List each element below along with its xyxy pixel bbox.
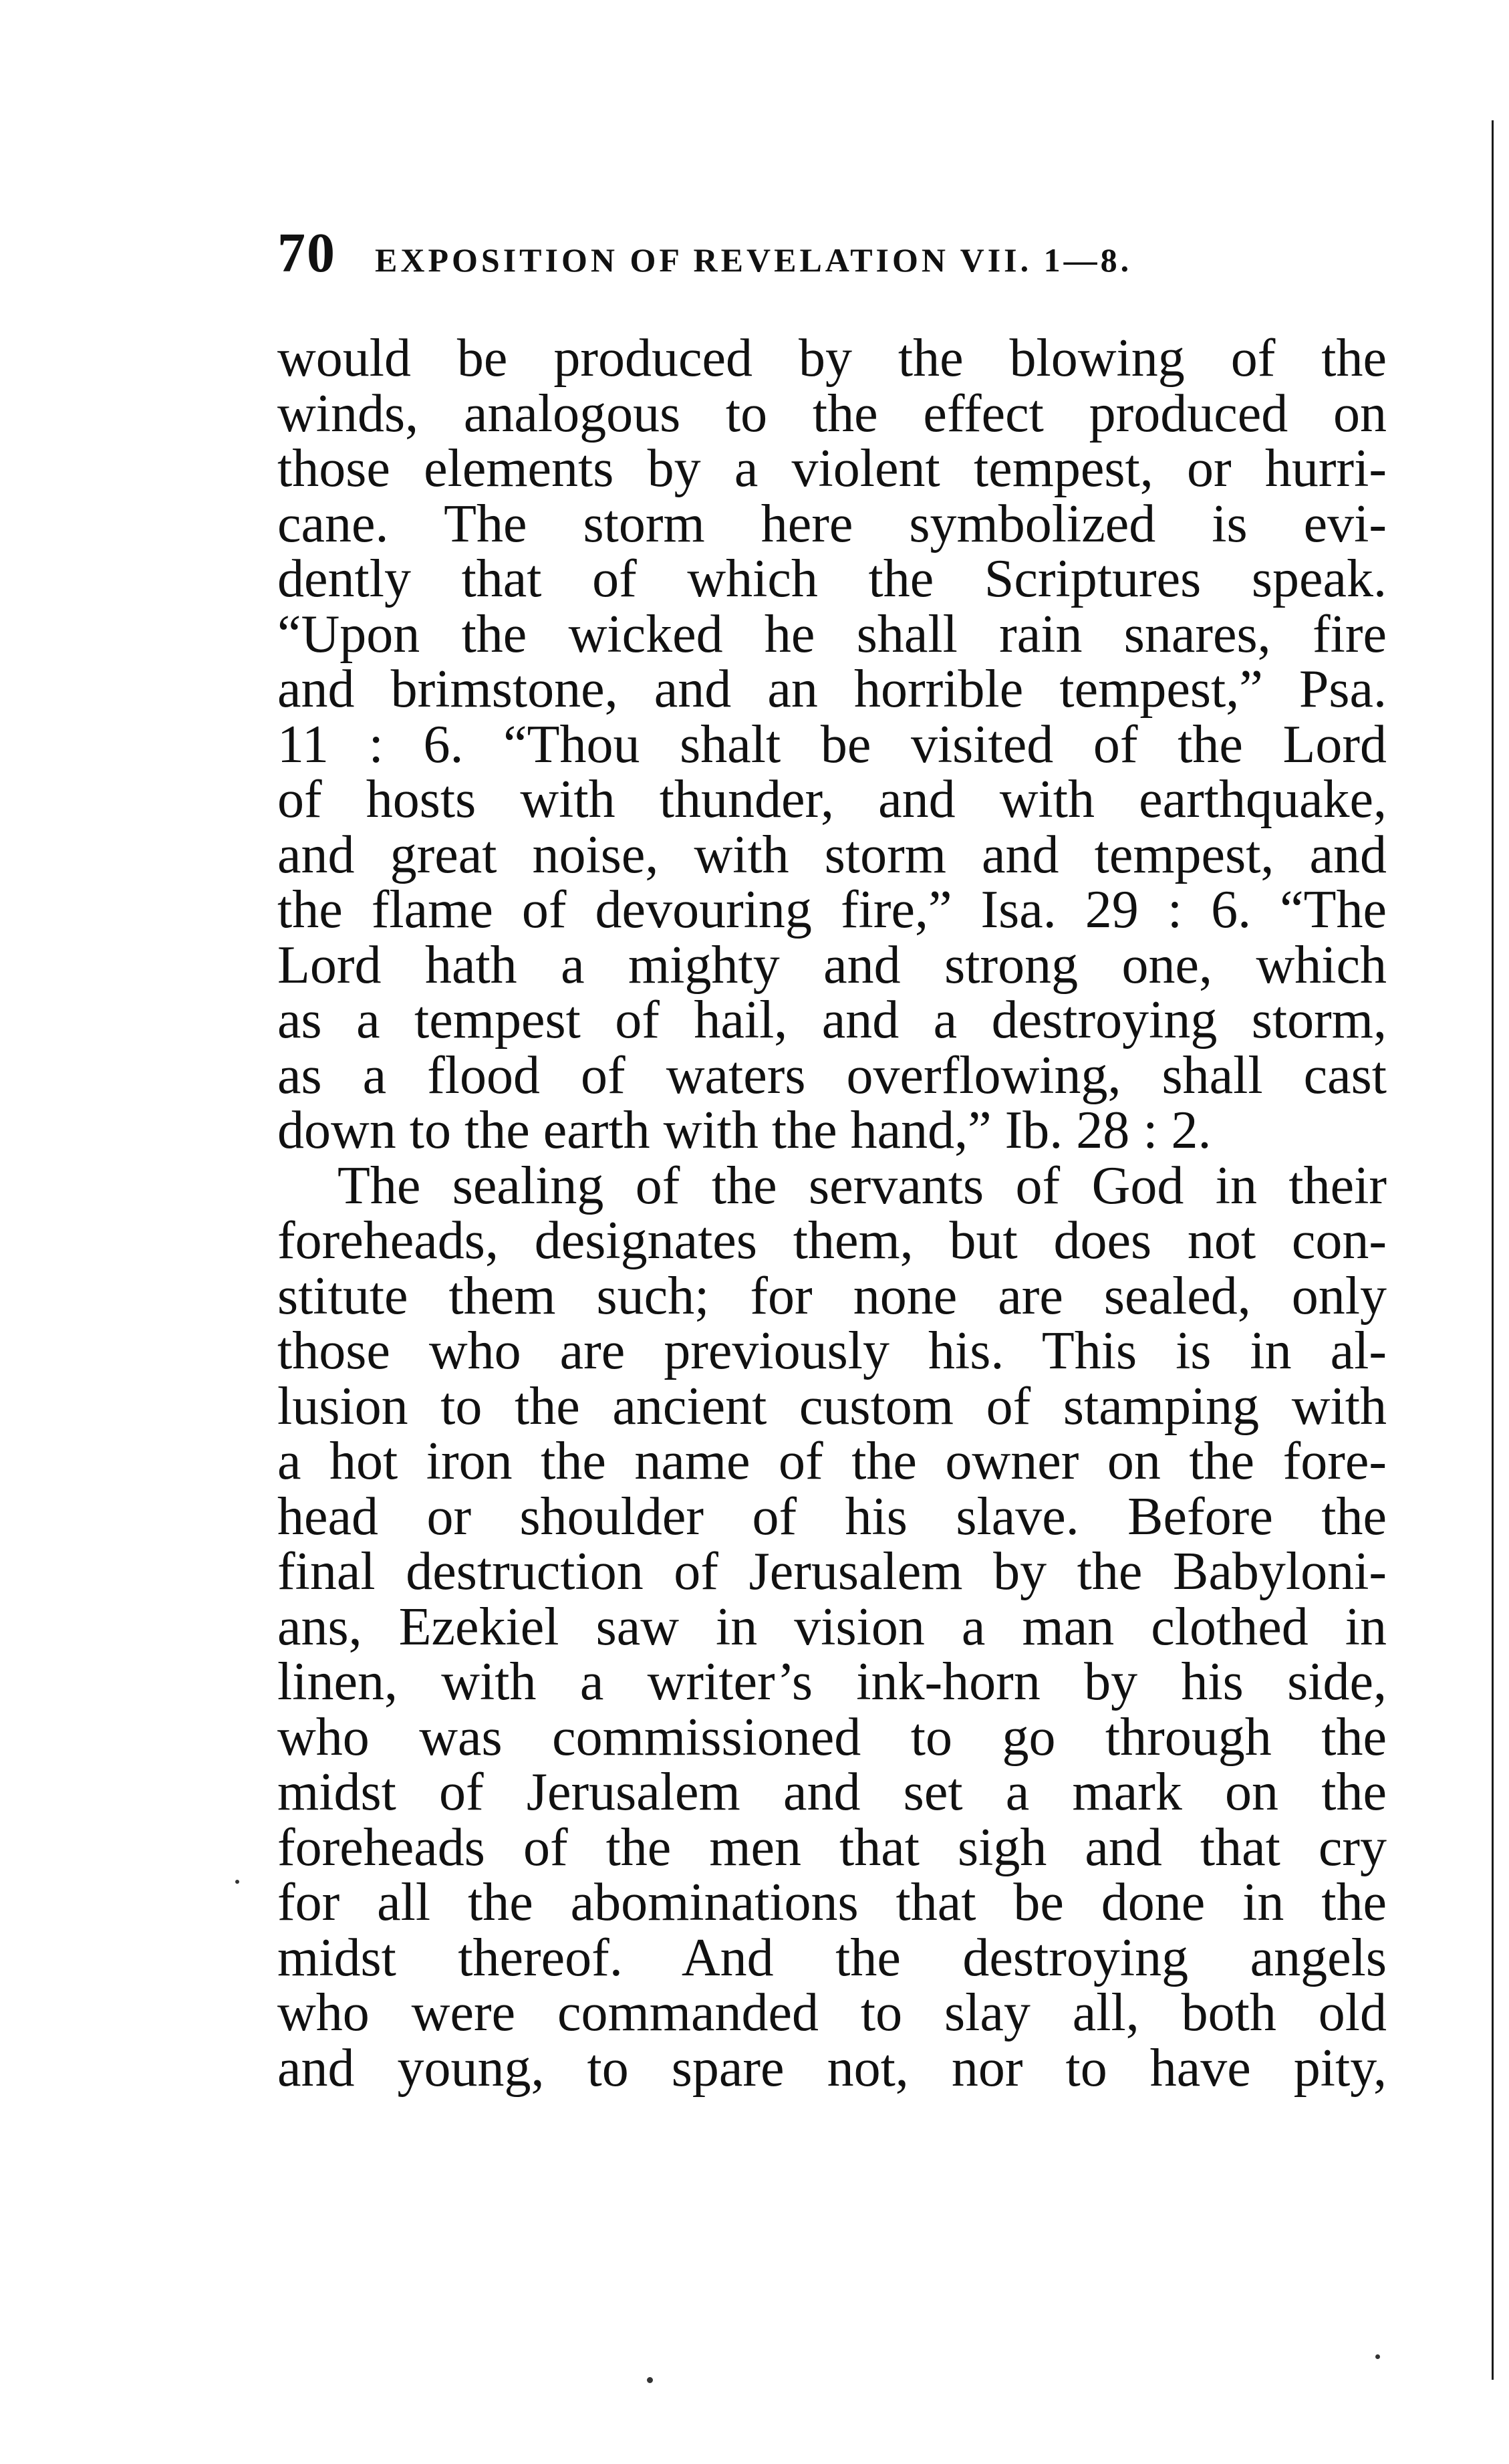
text-line: “Upon the wicked he shall rain snares, fire bbox=[277, 604, 1387, 664]
running-head bbox=[277, 221, 1387, 294]
text-line: winds, analogous to the effect produced on bbox=[277, 384, 1387, 443]
ink-speck bbox=[1375, 2354, 1380, 2359]
text-line: cane. The storm here symbolized is evi- bbox=[277, 494, 1387, 553]
running-head-title: EXPOSITION OF REVELATION VII. 1—8. bbox=[375, 241, 1133, 279]
text-line: foreheads of the men that sigh and that cry bbox=[277, 1818, 1387, 1877]
ink-speck bbox=[647, 2377, 653, 2383]
text-line: for all the abominations that be done in the bbox=[277, 1873, 1387, 1932]
page-number: 70 bbox=[277, 222, 336, 284]
text-line: those who are previously his. This is in al- bbox=[277, 1322, 1387, 1380]
text-line: as a flood of waters overflowing, shall cast bbox=[277, 1045, 1387, 1105]
text-line: linen, with a writer’s ink-horn by his side, bbox=[277, 1652, 1387, 1711]
text-line: Lord hath a mighty and strong one, which bbox=[277, 935, 1387, 995]
ink-speck bbox=[235, 1880, 239, 1884]
text-line: those elements by a violent tempest, or hurri- bbox=[277, 439, 1387, 498]
text-line: dently that of which the Scriptures speak. bbox=[277, 549, 1387, 608]
text-line: who were commanded to slay all, both old bbox=[277, 1983, 1387, 2042]
text-line: down to the earth with the hand,” Ib. 28 : 2. bbox=[277, 1101, 1212, 1160]
text-line: head or shoulder of his slave. Before the bbox=[277, 1487, 1387, 1546]
text-line: would be produced by the blowing of the bbox=[277, 329, 1387, 388]
text-line: 11 : 6. “Thou shalt be visited of the Lord bbox=[277, 715, 1387, 774]
text-line: and young, to spare not, nor to have pity, bbox=[277, 2038, 1387, 2098]
paragraph-1 bbox=[277, 331, 1387, 1158]
text-line: foreheads, designates them, but does not con- bbox=[277, 1211, 1387, 1270]
page-edge-rule bbox=[1492, 120, 1494, 2380]
text-line: lusion to the ancient custom of stamping with bbox=[277, 1376, 1387, 1436]
text-line: ans, Ezekiel saw in vision a man clothed in bbox=[277, 1597, 1387, 1656]
text-line: midst thereof. And the destroying angels bbox=[277, 1928, 1387, 1987]
text-line: as a tempest of hail, and a destroying storm, bbox=[277, 991, 1387, 1050]
text-line: midst of Jerusalem and set a mark on the bbox=[277, 1763, 1387, 1822]
text-line: stitute them such; for none are sealed, only bbox=[277, 1266, 1387, 1326]
text-line: who was commissioned to go through the bbox=[277, 1707, 1387, 1767]
text-line: and brimstone, and an horrible tempest,” Psa. bbox=[277, 660, 1387, 719]
paragraph-2 bbox=[277, 1158, 1387, 2096]
text-line: and great noise, with storm and tempest, and bbox=[277, 825, 1387, 884]
text-line: of hosts with thunder, and with earthquake, bbox=[277, 770, 1387, 829]
text-line: final destruction of Jerusalem by the Babyloni- bbox=[277, 1542, 1387, 1601]
text-line: the flame of devouring fire,” Isa. 29 : 6. “The bbox=[277, 880, 1387, 939]
text-line: The sealing of the servants of God in their bbox=[337, 1156, 1387, 1215]
text-line: a hot iron the name of the owner on the fore- bbox=[277, 1432, 1387, 1491]
body-text bbox=[277, 331, 1387, 2096]
